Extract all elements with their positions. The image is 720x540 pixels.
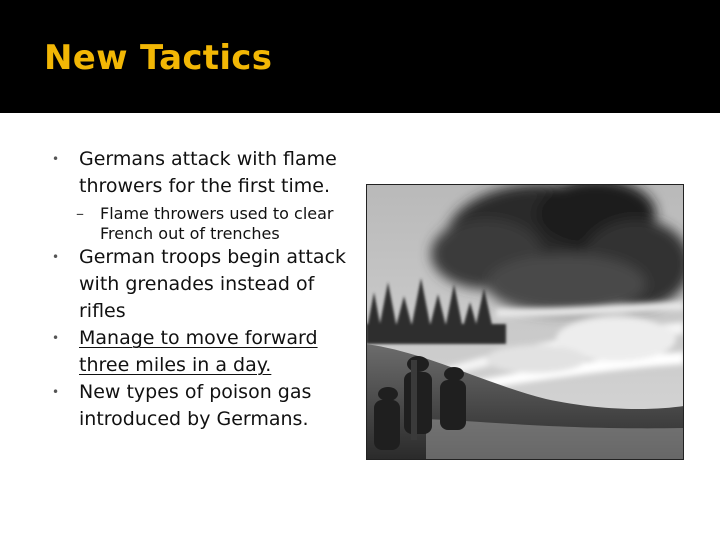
bullet-item [52, 146, 357, 200]
bullet-marker: • [52, 385, 60, 399]
sub-bullet-item [52, 204, 357, 244]
bullet-marker: • [52, 331, 60, 345]
sub-bullet-text: Flame throwers used to clear French out of trenches [100, 204, 334, 243]
sub-bullet-marker: – [76, 204, 84, 223]
bullet-marker: • [52, 152, 60, 166]
bullet-text: New types of poison gas introduced by Germans. [79, 381, 312, 430]
bullet-marker: • [52, 250, 60, 264]
flamethrower-photo [366, 184, 684, 460]
bullet-list [52, 146, 357, 433]
bullet-text: Germans attack with flame throwers for the first time. [79, 148, 337, 197]
bullet-item [52, 244, 357, 325]
bullet-item [52, 379, 357, 433]
bullet-text: German troops begin attack with grenades instead of rifles [79, 246, 347, 322]
bullet-text-underlined: Manage to move forward three miles in a day. [79, 327, 318, 376]
title-bar [0, 0, 720, 113]
photo-illustration [366, 184, 684, 460]
slide-title: New Tactics [44, 38, 273, 78]
bullet-item [52, 325, 357, 379]
